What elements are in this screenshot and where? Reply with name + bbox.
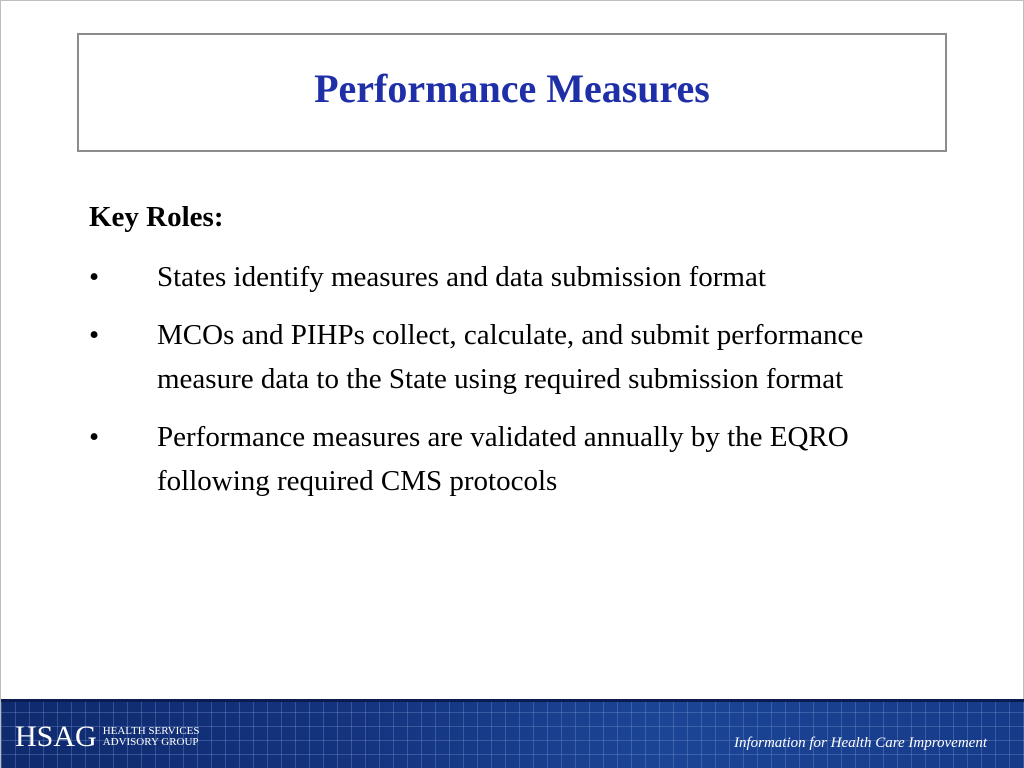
hsag-logo: [15, 721, 200, 753]
footer-divider: [1, 699, 1024, 702]
bullet-item: [89, 415, 949, 503]
bullet-item: [89, 313, 949, 401]
footer-banner: [1, 699, 1024, 768]
bullet-icon: •: [89, 319, 100, 351]
logo-line-1: HEALTH SERVICES: [102, 725, 200, 737]
content-area: [89, 197, 949, 517]
title-box: [77, 33, 947, 152]
key-roles-heading: Key Roles:: [89, 201, 224, 233]
bullet-text: States identify measures and data submission format: [157, 261, 766, 293]
logo-line-2: ADVISORY GROUP: [102, 736, 199, 748]
footer-tagline: Information for Health Care Improvement: [733, 735, 987, 751]
bullet-text: MCOs and PIHPs collect, calculate, and submit performance measure data to the State using required submission format: [157, 319, 864, 395]
bullet-list: [89, 255, 949, 503]
bullet-text: Performance measures are validated annually by the EQRO following required CMS protocols: [157, 421, 849, 497]
logo-subtitle: [103, 726, 200, 748]
bullet-icon: •: [89, 421, 100, 453]
logo-mark: HSAG: [15, 720, 97, 753]
bullet-icon: •: [89, 261, 100, 293]
bullet-item: [89, 255, 949, 299]
slide-title: Performance Measures: [314, 66, 710, 111]
